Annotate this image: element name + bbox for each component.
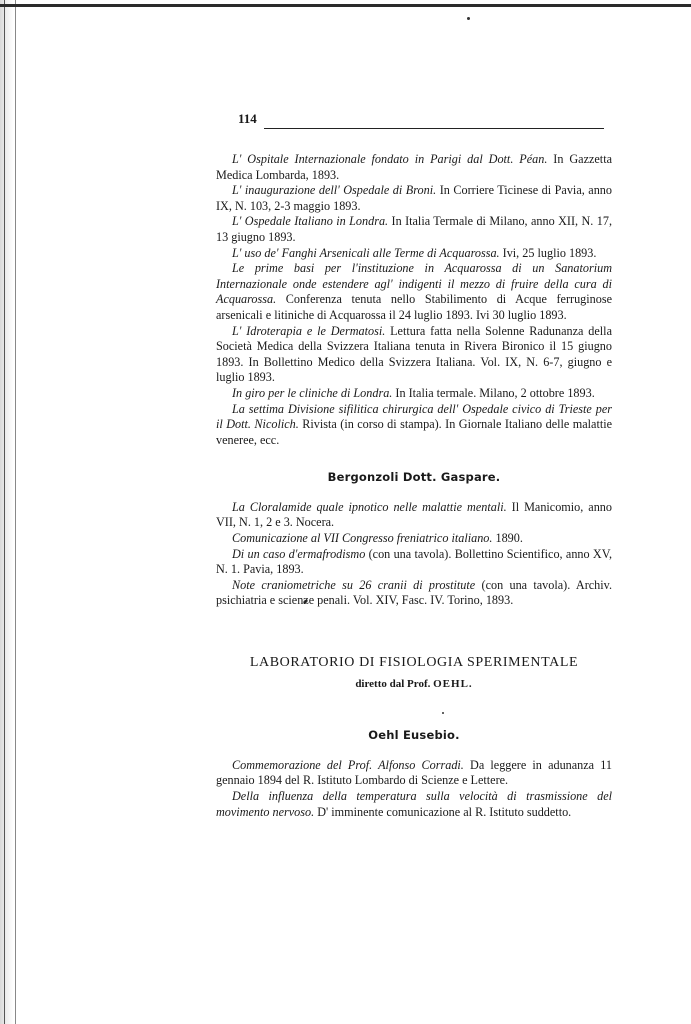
publication-entry bbox=[216, 214, 612, 245]
publication-title: L' Ospedale Italiano in Londra. bbox=[232, 214, 389, 229]
publication-entry bbox=[216, 152, 612, 183]
publication-details: (con una tavola). Bollettino Scientifico, anno XV, N. 1. Pavia, 1893. bbox=[216, 546, 612, 577]
publication-title: L' Ospitale Internazionale fondato in Parigi dal Dott. Péan. bbox=[232, 152, 548, 166]
page-header bbox=[216, 108, 612, 136]
publication-title: L' inaugurazione dell' Ospedale di Broni. bbox=[232, 183, 437, 198]
publication-title: L' uso de' Fanghi Arsenicali alle Terme di Acquarossa. bbox=[232, 245, 500, 260]
publication-title: Commemorazione del Prof. Alfonso Corradi. bbox=[232, 757, 464, 772]
publication-details: Ivi, 25 luglio 1893. bbox=[499, 245, 597, 260]
laboratory-heading: LABORATORIO DI FISIOLOGIA SPERIMENTALE bbox=[249, 655, 579, 671]
publication-entry bbox=[216, 261, 612, 323]
publication-details: Rivista (in corso di stampa). In Giornale Italiano delle malattie veneree, ecc. bbox=[216, 417, 613, 447]
publication-entry bbox=[216, 547, 612, 578]
publication-entry bbox=[216, 758, 612, 789]
publication-list bbox=[216, 500, 612, 609]
director-name: OEHL. bbox=[433, 677, 473, 690]
publication-details: In Italia termale. Milano, 2 ottobre 1893. bbox=[392, 385, 595, 400]
publication-entry bbox=[216, 386, 612, 402]
page-number: 114 bbox=[238, 111, 257, 126]
publication-details: Lettura fatta nella Solenne Radunanza della Società Medica della Svizzera Italiana tenuta in Rivera Bironico il 15 giugno 1893. In Bollettino Medico della Svizzera Italiana. Vol. IX, N. 6-7, giugno e luglio 1893. bbox=[216, 323, 612, 385]
author-heading: Bergonzoli Dott. Gaspare. bbox=[327, 470, 501, 485]
binding-line bbox=[4, 0, 5, 1024]
publication-list bbox=[216, 758, 612, 820]
publication-details: Da leggere in adunanza 11 gennaio 1894 del R. Istituto Lombardo di Scienze e Lettere. bbox=[216, 757, 612, 788]
scan-speck bbox=[467, 17, 470, 20]
binding-line bbox=[15, 0, 16, 1024]
publication-entry bbox=[216, 578, 612, 609]
publication-title: Comunicazione al VII Congresso freniatrico italiano. bbox=[232, 531, 493, 546]
publication-entry bbox=[216, 324, 612, 386]
document-page bbox=[216, 108, 612, 820]
publication-title: Le prime basi per l'instituzione in Acquarossa di un Sanatorium Internazionale onde estendere agl' indigenti il mezzo di fruire della cura di Acquarossa. bbox=[216, 261, 612, 307]
publication-details: In Italia Termale di Milano, anno XII, N. 17, 13 giugno 1893. bbox=[216, 214, 612, 244]
publication-entry bbox=[216, 246, 612, 262]
scan-top-edge bbox=[0, 4, 691, 7]
publication-title: La Cloralamide quale ipnotico nelle malattie mentali. bbox=[232, 499, 507, 514]
publication-entry bbox=[216, 531, 612, 547]
publication-entry bbox=[216, 789, 612, 820]
publication-entry bbox=[216, 402, 612, 449]
publication-entry bbox=[216, 500, 612, 531]
director-prefix: diretto dal Prof. bbox=[355, 677, 431, 690]
publication-details: Il Manicomio, anno VII, N. 1, 2 e 3. Nocera. bbox=[216, 499, 612, 530]
publication-details: Conferenza tenuta nello Stabilimento di Acque ferruginose arsenicali e litiniche di Acquarossa il 24 luglio 1893. Ivi 30 luglio 1893. bbox=[216, 292, 612, 322]
author-heading: Oehl Eusebio. bbox=[368, 728, 460, 743]
publication-title: Di un caso d'ermafrodismo bbox=[232, 546, 366, 561]
publication-details: D' imminente comunicazione al R. Istituto suddetto. bbox=[314, 804, 572, 819]
publication-title: Della influenza della temperatura sulla velocità di trasmissione del movimento nervoso. bbox=[216, 789, 612, 819]
publication-details: In Gazzetta Medica Lombarda, 1893. bbox=[216, 152, 612, 182]
publication-title: L' Idroterapia e le Dermatosi. bbox=[232, 323, 386, 338]
scan-binding-edge bbox=[0, 0, 24, 1024]
publication-list bbox=[216, 152, 612, 448]
header-rule bbox=[264, 128, 604, 129]
publication-title: Note craniometriche su 26 cranii di prostitute bbox=[232, 577, 476, 592]
publication-title: In giro per le cliniche di Londra. bbox=[232, 385, 393, 400]
publication-title: La settima Divisione sifilitica chirurgica dell' Ospedale civico di Trieste per il Dott. Nicolich. bbox=[216, 401, 612, 432]
publication-entry bbox=[216, 183, 612, 214]
publication-details: In Corriere Ticinese di Pavia, anno IX, N. 103, 2-3 maggio 1893. bbox=[216, 183, 612, 213]
publication-details: (con una tavola). Archiv. psichiatria e scienze penali. Vol. XIV, Fasc. IV. Torino, 1893. bbox=[216, 577, 612, 608]
publication-details: 1890. bbox=[492, 531, 523, 546]
laboratory-director bbox=[216, 677, 612, 693]
